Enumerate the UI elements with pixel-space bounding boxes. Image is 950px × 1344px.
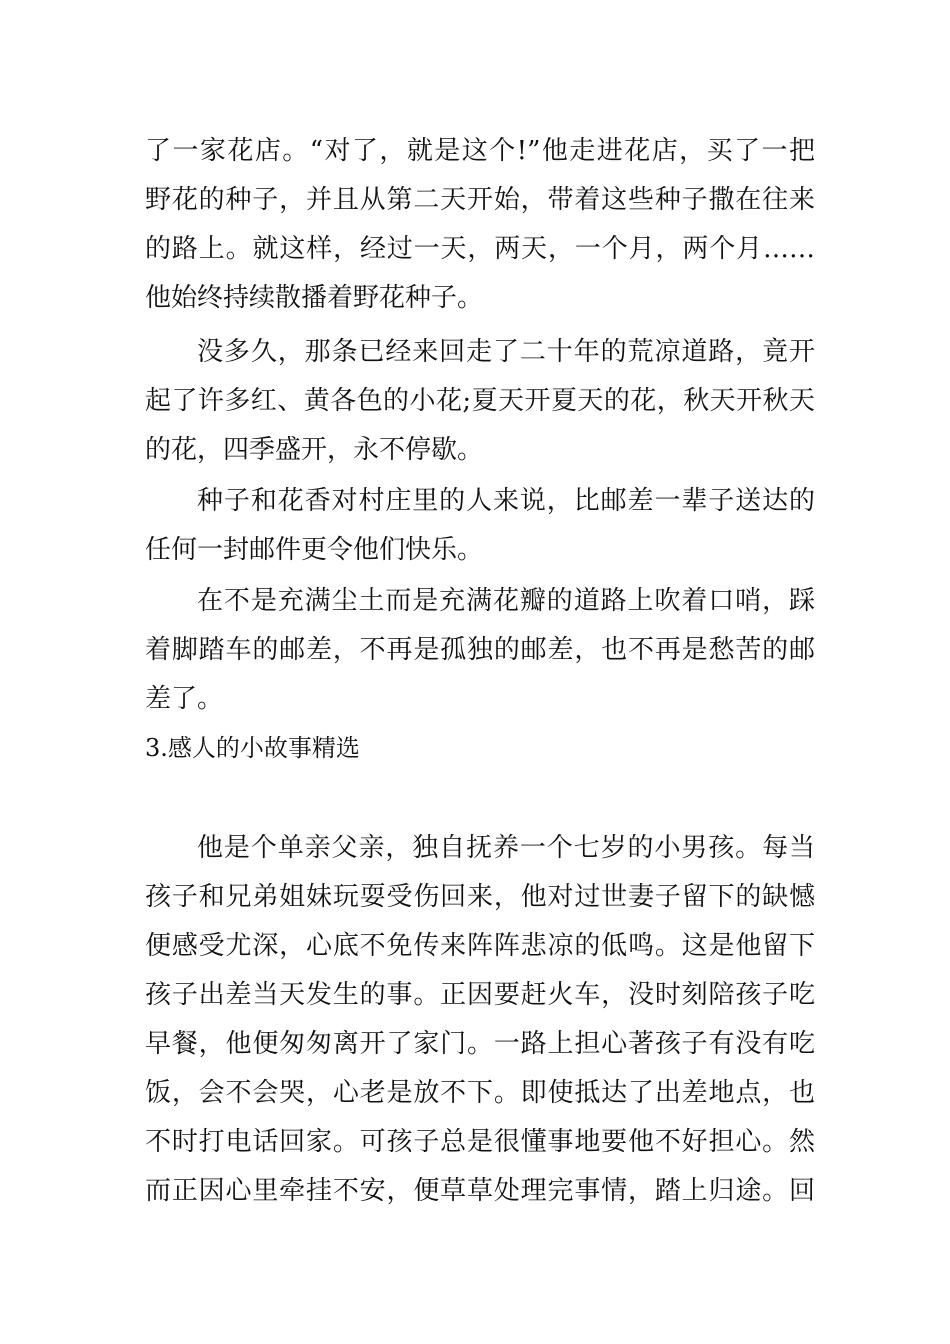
paragraph-1-line-1: 了一家花店。“对了，就是这个!”他走进花店，买了一把 <box>145 136 815 166</box>
story-line-3: 便感受尤深，心底不免传来阵阵悲凉的低鸣。这是他留下 <box>145 931 815 961</box>
paragraph-3-line-1: 种子和花香对村庄里的人来说，比邮差一辈子送达的 <box>197 486 815 516</box>
story-line-8: 而正因心里牵挂不安，便草草处理完事情，踏上归途。回 <box>145 1176 815 1206</box>
paragraph-2-line-3: 的花，四季盛开，永不停歇。 <box>145 435 484 465</box>
paragraph-1-line-4: 他始终持续散播着野花种子。 <box>145 283 484 313</box>
story-line-2: 孩子和兄弟姐妹玩耍受伤回来，他对过世妻子留下的缺憾 <box>145 882 815 912</box>
paragraph-4-line-2: 着脚踏车的邮差，不再是孤独的邮差，也不再是愁苦的邮 <box>145 635 815 665</box>
paragraph-3-line-2: 任何一封邮件更令他们快乐。 <box>145 535 484 565</box>
paragraph-1-line-2: 野花的种子，并且从第二天开始，带着这些种子撒在往来 <box>145 185 815 215</box>
story-line-5: 早餐，他便匆匆离开了家门。一路上担心著孩子有没有吃 <box>145 1029 815 1059</box>
paragraph-4-line-3: 差了。 <box>145 684 224 714</box>
paragraph-4-line-1: 在不是充满尘土而是充满花瓣的道路上吹着口哨，踩 <box>197 586 815 616</box>
section-heading: 3.感人的小故事精选 <box>145 734 360 762</box>
story-line-6: 饭，会不会哭，心老是放不下。即使抵达了出差地点，也 <box>145 1078 815 1108</box>
paragraph-1-line-3: 的路上。就这样，经过一天，两天，一个月，两个月…… <box>145 234 815 264</box>
story-line-4: 孩子出差当天发生的事。正因要赶火车，没时刻陪孩子吃 <box>145 980 815 1010</box>
story-line-7: 不时打电话回家。可孩子总是很懂事地要他不好担心。然 <box>145 1127 815 1157</box>
paragraph-2-line-2: 起了许多红、黄各色的小花;夏天开夏天的花，秋天开秋天 <box>145 386 815 416</box>
paragraph-2-line-1: 没多久，那条已经来回走了二十年的荒凉道路，竟开 <box>197 337 815 367</box>
story-line-1: 他是个单亲父亲，独自抚养一个七岁的小男孩。每当 <box>197 833 815 863</box>
